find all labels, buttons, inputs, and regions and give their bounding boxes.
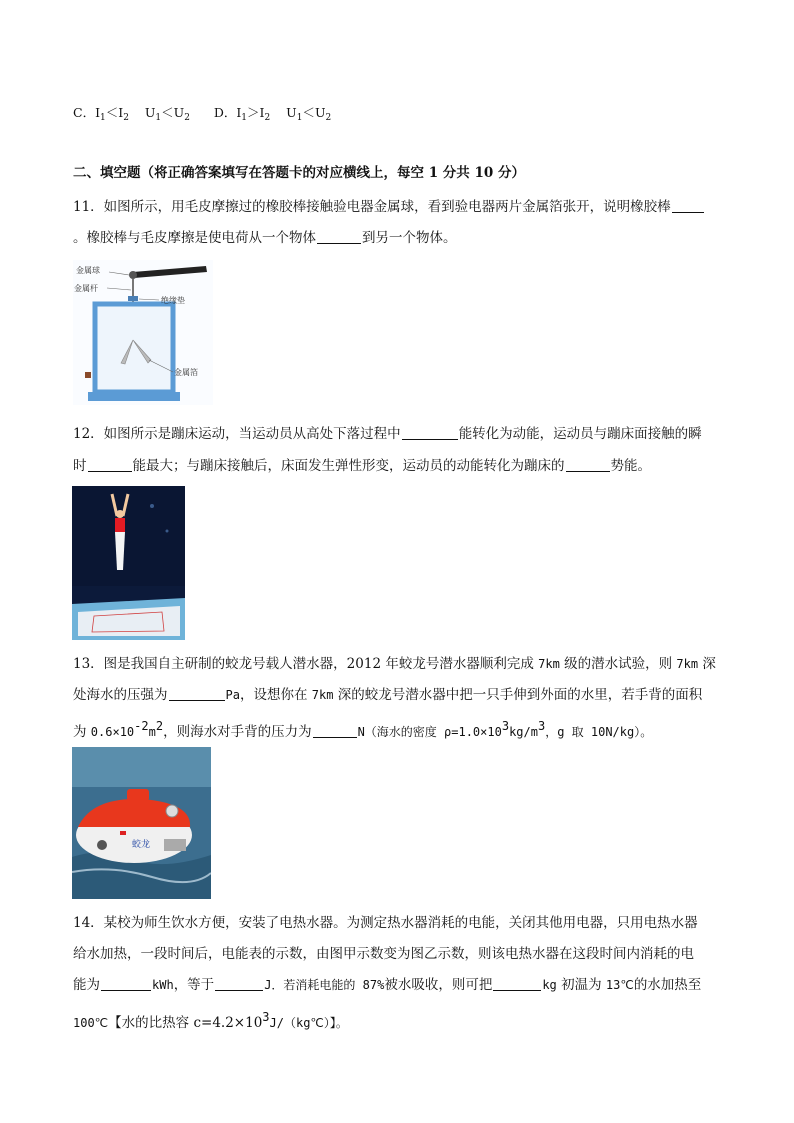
- superscript: 3: [537, 719, 546, 733]
- answer-blank[interactable]: [88, 457, 132, 472]
- q13-text: 级的潜水试验，则: [559, 656, 677, 672]
- superscript: -2: [134, 719, 149, 733]
- var: I: [259, 105, 265, 120]
- q14-text: 的水加热至: [633, 977, 702, 993]
- subscript: 1: [296, 113, 303, 123]
- q14-text: 【水的比热容 c=4.2×10: [108, 1015, 263, 1031]
- q12-text: 能最大；与蹦床接触后，床面发生弹性形变，运动员的动能转化为蹦床的: [132, 458, 565, 474]
- q13-text: 处海水的压强为: [73, 687, 168, 703]
- subscript: 1: [155, 113, 162, 123]
- metal-ball: [129, 271, 137, 279]
- subscript: 2: [184, 113, 190, 123]
- q14-text: ，等于: [173, 977, 215, 993]
- q14-text: 能为: [73, 977, 100, 993]
- q11-line2: [73, 229, 457, 247]
- q13-unit: kg/m: [509, 725, 538, 739]
- q14-text: J．若消耗电能的: [264, 978, 363, 992]
- terminal-knob: [85, 372, 91, 378]
- label-metal-ball: 金属球: [76, 266, 100, 275]
- q14-line3: [73, 976, 701, 994]
- submersible-thruster: [166, 805, 178, 817]
- q11-text: 到另一个物体。: [362, 230, 457, 246]
- answer-blank[interactable]: [215, 976, 263, 991]
- superscript: 3: [262, 1010, 270, 1024]
- subscript: 2: [325, 113, 332, 123]
- subscript: 2: [123, 113, 129, 123]
- var: U: [173, 105, 185, 120]
- var: I: [118, 105, 124, 120]
- subscript: 2: [264, 113, 271, 123]
- q13-unit: m: [148, 725, 156, 739]
- answer-blank[interactable]: [317, 229, 361, 244]
- q13-value: 7km: [676, 657, 699, 671]
- answer-blank[interactable]: [313, 723, 357, 738]
- q14-text: 初温为: [556, 977, 606, 993]
- relation: ＞: [247, 105, 260, 120]
- trampoline-photo: [72, 486, 185, 640]
- q14-line2: [73, 945, 694, 963]
- q14-text: J/（kg℃）】。: [269, 1016, 348, 1030]
- q14-value: 13℃: [605, 978, 634, 992]
- submersible-frame: [164, 839, 186, 851]
- choice-c: [73, 105, 194, 123]
- section-heading: 二、填空题（将正确答案填写在答题卡的对应横线上，每空 1 分共 10 分）: [73, 165, 525, 181]
- var: I: [236, 105, 242, 120]
- insulating-pad: [128, 296, 138, 301]
- submersible-tower: [127, 789, 149, 801]
- superscript: 2: [155, 719, 164, 733]
- q12-line1: [73, 425, 702, 443]
- var: I: [95, 105, 101, 120]
- var: U: [286, 105, 297, 120]
- answer-blank[interactable]: [493, 976, 541, 991]
- relation: ＜: [105, 105, 119, 120]
- q13-line3: [73, 717, 652, 741]
- q13-text: ，g 取 10N/kg）。: [545, 725, 653, 739]
- q12-line2: [73, 457, 651, 475]
- q13-line1: [73, 655, 716, 673]
- q14-value: 100℃: [73, 1016, 109, 1030]
- relation: ＜: [161, 105, 174, 120]
- q13-text: 13．图是我国自主研制的蛟龙号载人潜水器，2012 年蛟龙号潜水器顺利完成: [73, 656, 539, 672]
- q11-text: 。橡胶棒与毛皮摩擦是使电荷从一个物体: [73, 230, 316, 246]
- superscript: 3: [501, 719, 510, 733]
- q13-text: 深的蛟龙号潜水器中把一只手伸到外面的水里，若手背的面积: [333, 687, 703, 703]
- q14-line4: [73, 1008, 348, 1032]
- relation: ＜: [302, 105, 315, 120]
- glass-frame: [95, 304, 173, 392]
- label-insulating-pad: 绝缘垫: [161, 296, 185, 305]
- q13-text: ，设想你在: [239, 687, 312, 703]
- var: U: [144, 105, 156, 120]
- athlete-head: [116, 510, 124, 518]
- q13-value: 7km: [538, 657, 560, 671]
- subscript: 1: [241, 113, 248, 123]
- submersible-window: [97, 840, 107, 850]
- subscript: 1: [100, 113, 106, 123]
- q13-line2: [73, 686, 702, 704]
- q12-text: 势能。: [610, 458, 651, 474]
- var: U: [314, 105, 326, 120]
- q13-text: N（海水的密度 ρ=1.0×10: [357, 725, 502, 739]
- q13-value: 7km: [311, 688, 334, 702]
- answer-blank[interactable]: [101, 976, 151, 991]
- answer-blank[interactable]: [169, 686, 225, 701]
- q14-text: 给水加热，一段时间后，电能表的示数，由图甲示数变为图乙示数，则该电热水器在这段时间内消耗的电: [73, 946, 694, 962]
- athlete-body: [115, 518, 125, 532]
- label-metal-rod: 金属杆: [74, 284, 98, 293]
- q14-value: 87%: [362, 978, 385, 992]
- q12-text: 12．如图所示是蹦床运动，当运动员从高处下落过程中: [73, 426, 401, 442]
- choice-letter: D．: [213, 105, 237, 120]
- choice-row: [73, 104, 331, 127]
- q13-text: 为: [73, 724, 91, 740]
- q14-unit: kg: [542, 978, 557, 992]
- answer-blank[interactable]: [672, 198, 704, 213]
- submersible-lettering: 蛟龙: [132, 840, 151, 850]
- q13-text: 深: [698, 656, 716, 672]
- q11-line1: [73, 198, 705, 216]
- answer-blank[interactable]: [566, 457, 610, 472]
- q14-unit: kWh: [152, 978, 174, 992]
- q12-text: 时: [73, 458, 87, 474]
- q13-text: ，则海水对手背的压力为: [163, 724, 312, 740]
- choice-letter: C．: [73, 105, 96, 120]
- q14-text: 14．某校为师生饮水方便，安装了电热水器。为测定热水器消耗的电能，关闭其他用电器，只用电热水器: [73, 915, 698, 931]
- q14-text: 被水吸收，则可把: [384, 977, 493, 993]
- submersible-photo: [72, 747, 211, 899]
- q12-text: 能转化为动能，运动员与蹦床面接触的瞬: [458, 426, 702, 442]
- choice-d: [213, 105, 332, 123]
- answer-blank[interactable]: [402, 425, 458, 440]
- label-metal-foil: 金属箔: [174, 368, 198, 377]
- q13-unit: Pa: [225, 688, 240, 702]
- q13-value: 0.6×10: [90, 725, 135, 739]
- electroscope-figure: [73, 260, 213, 405]
- q11-text: 11．如图所示，用毛皮摩擦过的橡胶棒接触验电器金属球，看到验电器两片金属箔张开，说明橡胶棒: [73, 199, 671, 215]
- q14-line1: [73, 914, 698, 932]
- frame-base: [88, 392, 180, 401]
